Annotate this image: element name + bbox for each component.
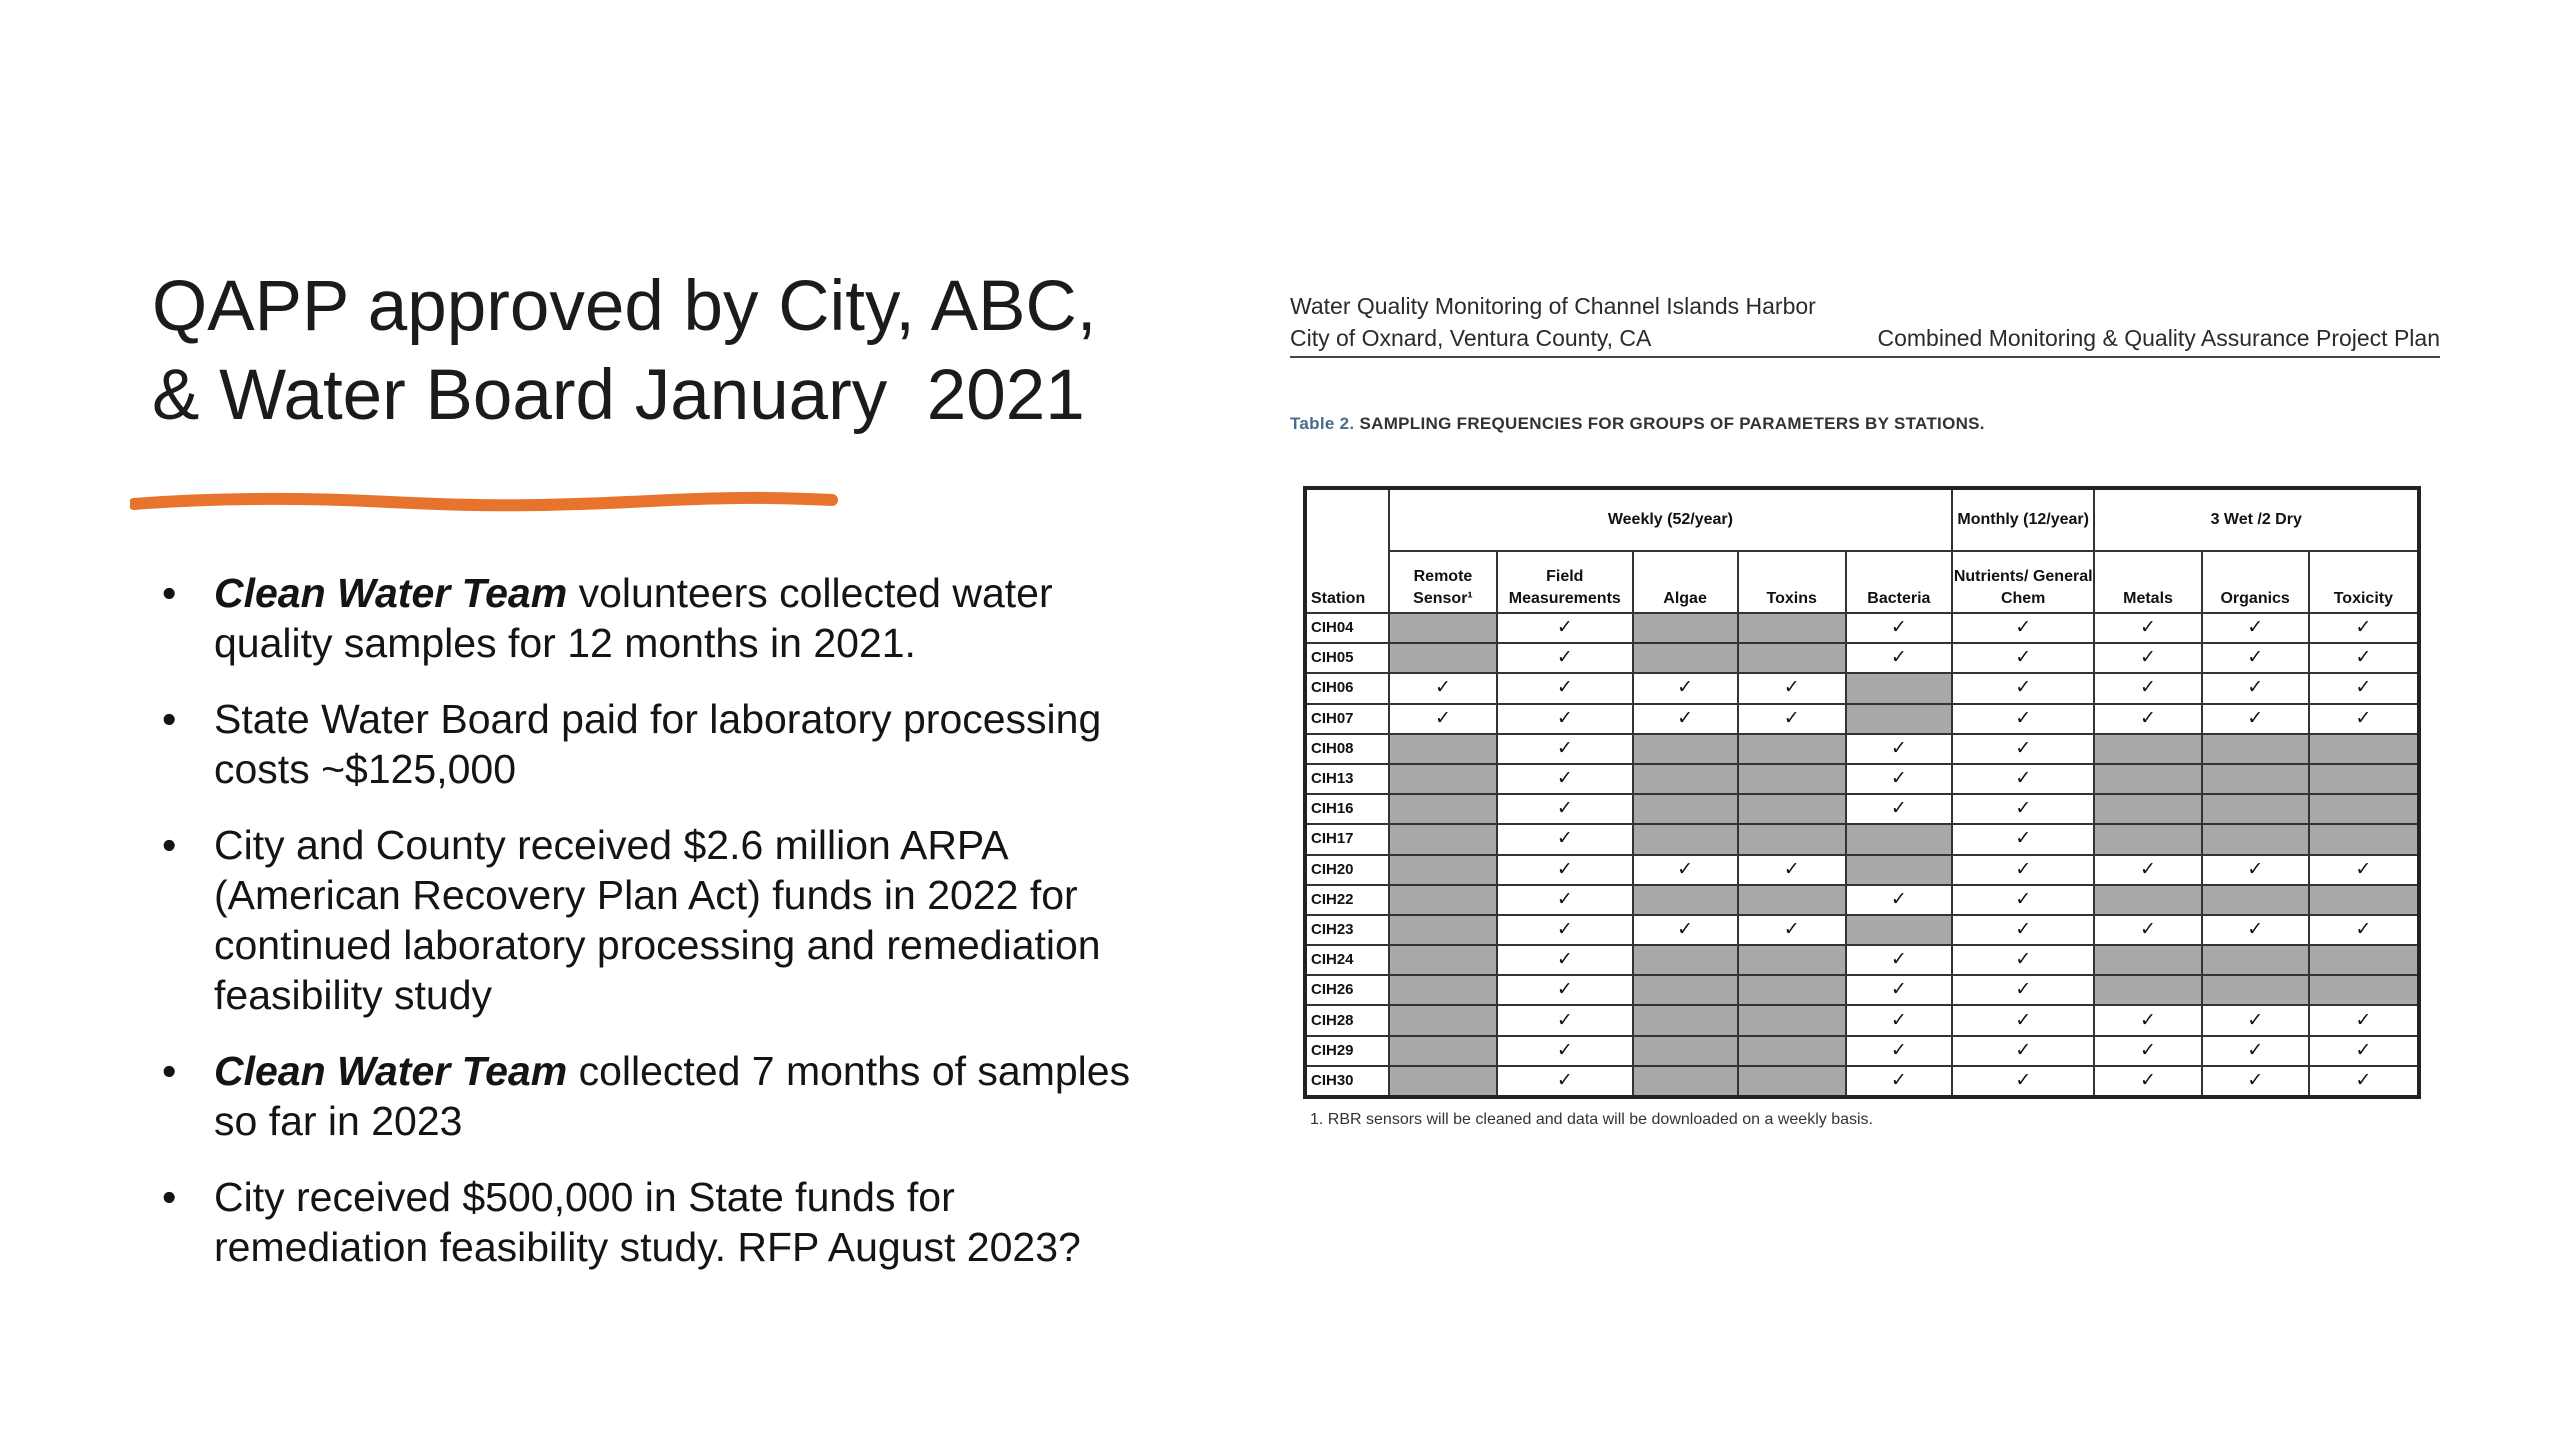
algae-cell-not-sampled: [1633, 975, 1738, 1005]
metals-cell-not-sampled: [2094, 734, 2201, 764]
field-measurements-check-cell: ✓: [1497, 915, 1632, 945]
bacteria-check-cell: ✓: [1846, 975, 1952, 1005]
remote-sensor-cell-not-sampled: [1389, 975, 1497, 1005]
organics-check-cell: ✓: [2202, 643, 2309, 673]
field-measurements-check-cell: ✓: [1497, 945, 1632, 975]
station-cell: CIH16: [1305, 794, 1389, 824]
algae-cell-not-sampled: [1633, 794, 1738, 824]
bacteria-check-cell: ✓: [1846, 764, 1952, 794]
table-row: [1305, 855, 2419, 885]
algae-cell-not-sampled: [1633, 734, 1738, 764]
nutrients-check-cell: ✓: [1952, 673, 2095, 703]
bullet-dot: •: [162, 570, 177, 616]
metals-check-cell: ✓: [2094, 1066, 2201, 1097]
field-measurements-check-cell: ✓: [1497, 673, 1632, 703]
toxicity-check-cell: ✓: [2309, 613, 2419, 643]
organics-cell-not-sampled: [2202, 734, 2309, 764]
metals-cell-not-sampled: [2094, 824, 2201, 854]
bullet-text: volunteers collected water quality samples for 12 months in 2021.: [214, 570, 1053, 666]
metals-check-cell: ✓: [2094, 1036, 2201, 1066]
nutrients-check-cell: ✓: [1952, 945, 2095, 975]
slide-title: [152, 262, 1152, 440]
table-caption-text: SAMPLING FREQUENCIES FOR GROUPS OF PARAMETERS BY STATIONS.: [1359, 414, 1985, 433]
nutrients-check-cell: ✓: [1952, 975, 2095, 1005]
metals-check-cell: ✓: [2094, 643, 2201, 673]
nutrients-check-cell: ✓: [1952, 613, 2095, 643]
bacteria-check-cell: ✓: [1846, 1066, 1952, 1097]
table-caption: [1290, 414, 2440, 434]
doc-header-right: Combined Monitoring & Quality Assurance Project Plan: [1877, 325, 2440, 351]
field-measurements-check-cell: ✓: [1497, 1005, 1632, 1035]
algae-cell-not-sampled: [1633, 613, 1738, 643]
table-row: [1305, 824, 2419, 854]
algae-cell-not-sampled: [1633, 1005, 1738, 1035]
bacteria-cell-not-sampled: [1846, 673, 1952, 703]
organics-check-cell: ✓: [2202, 704, 2309, 734]
organics-cell-not-sampled: [2202, 885, 2309, 915]
remote-sensor-cell-not-sampled: [1389, 764, 1497, 794]
toxins-cell-not-sampled: [1738, 945, 1846, 975]
organics-check-cell: ✓: [2202, 1066, 2309, 1097]
remote-sensor-check-cell: ✓: [1389, 704, 1497, 734]
bacteria-check-cell: ✓: [1846, 794, 1952, 824]
remote-sensor-cell-not-sampled: [1389, 794, 1497, 824]
bullet-text: City and County received $2.6 million ARPA (American Recovery Plan Act) funds in 2022 for continued laboratory processing and remediation feasibility study: [214, 822, 1101, 1018]
group-header-weekly: Weekly (52/year): [1389, 488, 1952, 551]
table-row: [1305, 704, 2419, 734]
station-cell: CIH24: [1305, 945, 1389, 975]
table-body: [1305, 613, 2419, 1097]
station-cell: CIH05: [1305, 643, 1389, 673]
toxicity-check-cell: ✓: [2309, 915, 2419, 945]
bacteria-cell-not-sampled: [1846, 915, 1952, 945]
slide-title-line-2: & Water Board January 2021: [152, 356, 1085, 435]
metals-check-cell: ✓: [2094, 855, 2201, 885]
station-cell: CIH22: [1305, 885, 1389, 915]
remote-sensor-check-cell: ✓: [1389, 673, 1497, 703]
bacteria-check-cell: ✓: [1846, 643, 1952, 673]
col-header-toxins: Toxins: [1738, 551, 1846, 613]
nutrients-check-cell: ✓: [1952, 824, 2095, 854]
table-footnote: 1. RBR sensors will be cleaned and data will be downloaded on a weekly basis.: [1310, 1111, 1873, 1128]
bullet-bold: Clean Water Team: [214, 570, 568, 616]
remote-sensor-cell-not-sampled: [1389, 945, 1497, 975]
station-cell: CIH13: [1305, 764, 1389, 794]
field-measurements-check-cell: ✓: [1497, 1066, 1632, 1097]
table-row: [1305, 794, 2419, 824]
table-row: [1305, 1036, 2419, 1066]
bullet-text: collected 7 months of samples so far in 2023: [214, 1048, 1131, 1144]
bacteria-check-cell: ✓: [1846, 1036, 1952, 1066]
metals-cell-not-sampled: [2094, 975, 2201, 1005]
bullet-dot: •: [162, 1174, 177, 1220]
field-measurements-check-cell: ✓: [1497, 734, 1632, 764]
field-measurements-check-cell: ✓: [1497, 975, 1632, 1005]
bullet-item: [150, 568, 1160, 668]
toxicity-cell-not-sampled: [2309, 824, 2419, 854]
toxicity-check-cell: ✓: [2309, 1005, 2419, 1035]
toxins-check-cell: ✓: [1738, 673, 1846, 703]
algae-cell-not-sampled: [1633, 1066, 1738, 1097]
bullet-dot: •: [162, 696, 177, 742]
organics-cell-not-sampled: [2202, 945, 2309, 975]
table-row: [1305, 673, 2419, 703]
organics-cell-not-sampled: [2202, 975, 2309, 1005]
nutrients-check-cell: ✓: [1952, 764, 2095, 794]
toxicity-cell-not-sampled: [2309, 734, 2419, 764]
bacteria-check-cell: ✓: [1846, 945, 1952, 975]
toxins-cell-not-sampled: [1738, 613, 1846, 643]
nutrients-check-cell: ✓: [1952, 643, 2095, 673]
nutrients-check-cell: ✓: [1952, 885, 2095, 915]
bullet-item: [150, 694, 1160, 794]
nutrients-check-cell: ✓: [1952, 1036, 2095, 1066]
toxicity-cell-not-sampled: [2309, 794, 2419, 824]
table-caption-number: Table 2.: [1290, 414, 1355, 433]
toxins-cell-not-sampled: [1738, 764, 1846, 794]
station-cell: CIH20: [1305, 855, 1389, 885]
accent-brush-stroke: [130, 488, 850, 518]
toxicity-cell-not-sampled: [2309, 885, 2419, 915]
slide-title-line-1: QAPP approved by City, ABC,: [152, 267, 1097, 346]
nutrients-check-cell: ✓: [1952, 704, 2095, 734]
doc-header-title: Water Quality Monitoring of Channel Islands Harbor: [1290, 293, 1816, 319]
bacteria-check-cell: ✓: [1846, 1005, 1952, 1035]
station-cell: CIH08: [1305, 734, 1389, 764]
algae-cell-not-sampled: [1633, 824, 1738, 854]
metals-check-cell: ✓: [2094, 1005, 2201, 1035]
field-measurements-check-cell: ✓: [1497, 704, 1632, 734]
remote-sensor-cell-not-sampled: [1389, 643, 1497, 673]
algae-cell-not-sampled: [1633, 643, 1738, 673]
toxins-cell-not-sampled: [1738, 885, 1846, 915]
toxicity-check-cell: ✓: [2309, 673, 2419, 703]
bullet-item: [150, 1046, 1160, 1146]
nutrients-check-cell: ✓: [1952, 855, 2095, 885]
toxicity-check-cell: ✓: [2309, 643, 2419, 673]
station-cell: CIH28: [1305, 1005, 1389, 1035]
algae-check-cell: ✓: [1633, 915, 1738, 945]
nutrients-check-cell: ✓: [1952, 794, 2095, 824]
organics-check-cell: ✓: [2202, 915, 2309, 945]
metals-check-cell: ✓: [2094, 915, 2201, 945]
col-header-algae: Algae: [1633, 551, 1738, 613]
bacteria-check-cell: ✓: [1846, 734, 1952, 764]
bacteria-cell-not-sampled: [1846, 704, 1952, 734]
metals-cell-not-sampled: [2094, 885, 2201, 915]
table-row: [1305, 1066, 2419, 1097]
metals-check-cell: ✓: [2094, 613, 2201, 643]
organics-cell-not-sampled: [2202, 824, 2309, 854]
bullet-dot: •: [162, 1048, 177, 1094]
station-cell: CIH07: [1305, 704, 1389, 734]
table-row: [1305, 613, 2419, 643]
group-header-wet-dry: 3 Wet /2 Dry: [2094, 488, 2419, 551]
remote-sensor-cell-not-sampled: [1389, 885, 1497, 915]
organics-check-cell: ✓: [2202, 855, 2309, 885]
bacteria-check-cell: ✓: [1846, 613, 1952, 643]
col-header-remote-sensor: Remote Sensor¹: [1389, 551, 1497, 613]
field-measurements-check-cell: ✓: [1497, 824, 1632, 854]
toxins-cell-not-sampled: [1738, 794, 1846, 824]
nutrients-check-cell: ✓: [1952, 734, 2095, 764]
remote-sensor-cell-not-sampled: [1389, 1036, 1497, 1066]
field-measurements-check-cell: ✓: [1497, 1036, 1632, 1066]
station-cell: CIH23: [1305, 915, 1389, 945]
toxins-cell-not-sampled: [1738, 1005, 1846, 1035]
remote-sensor-cell-not-sampled: [1389, 734, 1497, 764]
organics-check-cell: ✓: [2202, 1036, 2309, 1066]
toxicity-cell-not-sampled: [2309, 764, 2419, 794]
table-row: [1305, 1005, 2419, 1035]
table-row: [1305, 945, 2419, 975]
organics-check-cell: ✓: [2202, 613, 2309, 643]
toxicity-check-cell: ✓: [2309, 704, 2419, 734]
metals-cell-not-sampled: [2094, 764, 2201, 794]
algae-check-cell: ✓: [1633, 673, 1738, 703]
toxicity-check-cell: ✓: [2309, 1066, 2419, 1097]
remote-sensor-cell-not-sampled: [1389, 915, 1497, 945]
field-measurements-check-cell: ✓: [1497, 643, 1632, 673]
field-measurements-check-cell: ✓: [1497, 885, 1632, 915]
toxins-cell-not-sampled: [1738, 1036, 1846, 1066]
toxicity-cell-not-sampled: [2309, 975, 2419, 1005]
metals-check-cell: ✓: [2094, 704, 2201, 734]
toxicity-cell-not-sampled: [2309, 945, 2419, 975]
toxins-check-cell: ✓: [1738, 915, 1846, 945]
col-header-bacteria: Bacteria: [1846, 551, 1952, 613]
bullet-dot: •: [162, 822, 177, 868]
algae-cell-not-sampled: [1633, 764, 1738, 794]
col-header-metals: Metals: [2094, 551, 2201, 613]
bullet-text: City received $500,000 in State funds for remediation feasibility study. RFP August 2023?: [214, 1174, 1081, 1270]
nutrients-check-cell: ✓: [1952, 915, 2095, 945]
toxicity-check-cell: ✓: [2309, 855, 2419, 885]
station-cell: CIH17: [1305, 824, 1389, 854]
station-cell: CIH06: [1305, 673, 1389, 703]
organics-check-cell: ✓: [2202, 673, 2309, 703]
col-header-nutrients: Nutrients/ General Chem: [1952, 551, 2095, 613]
nutrients-check-cell: ✓: [1952, 1066, 2095, 1097]
table-row: [1305, 975, 2419, 1005]
sampling-frequency-table: [1303, 486, 2421, 1099]
field-measurements-check-cell: ✓: [1497, 855, 1632, 885]
organics-cell-not-sampled: [2202, 764, 2309, 794]
table-row: [1305, 643, 2419, 673]
remote-sensor-cell-not-sampled: [1389, 855, 1497, 885]
doc-header-row: [1290, 322, 2440, 358]
col-header-organics: Organics: [2202, 551, 2309, 613]
remote-sensor-cell-not-sampled: [1389, 1005, 1497, 1035]
algae-check-cell: ✓: [1633, 704, 1738, 734]
toxins-cell-not-sampled: [1738, 1066, 1846, 1097]
bullet-item: [150, 820, 1160, 1020]
remote-sensor-cell-not-sampled: [1389, 1066, 1497, 1097]
toxins-cell-not-sampled: [1738, 824, 1846, 854]
bullet-bold: Clean Water Team: [214, 1048, 568, 1094]
nutrients-check-cell: ✓: [1952, 1005, 2095, 1035]
station-header-spacer: [1305, 488, 1389, 551]
toxins-check-cell: ✓: [1738, 855, 1846, 885]
col-header-station: Station: [1305, 551, 1389, 613]
algae-cell-not-sampled: [1633, 885, 1738, 915]
bacteria-cell-not-sampled: [1846, 855, 1952, 885]
bullet-item: [150, 1172, 1160, 1272]
remote-sensor-cell-not-sampled: [1389, 613, 1497, 643]
station-cell: CIH30: [1305, 1066, 1389, 1097]
table-row: [1305, 915, 2419, 945]
document-excerpt: [1290, 290, 2440, 434]
organics-cell-not-sampled: [2202, 794, 2309, 824]
toxins-cell-not-sampled: [1738, 643, 1846, 673]
field-measurements-check-cell: ✓: [1497, 613, 1632, 643]
remote-sensor-cell-not-sampled: [1389, 824, 1497, 854]
bacteria-check-cell: ✓: [1846, 885, 1952, 915]
organics-check-cell: ✓: [2202, 1005, 2309, 1035]
toxins-cell-not-sampled: [1738, 734, 1846, 764]
bullet-text: State Water Board paid for laboratory processing costs ~$125,000: [214, 696, 1102, 792]
metals-cell-not-sampled: [2094, 794, 2201, 824]
field-measurements-check-cell: ✓: [1497, 764, 1632, 794]
bacteria-cell-not-sampled: [1846, 824, 1952, 854]
table-row: [1305, 885, 2419, 915]
station-cell: CIH04: [1305, 613, 1389, 643]
col-header-toxicity: Toxicity: [2309, 551, 2419, 613]
table-row: [1305, 764, 2419, 794]
col-header-field-measurements: Field Measurements: [1497, 551, 1632, 613]
table-row: [1305, 734, 2419, 764]
doc-header-left: City of Oxnard, Ventura County, CA: [1290, 325, 1652, 351]
toxins-check-cell: ✓: [1738, 704, 1846, 734]
algae-cell-not-sampled: [1633, 945, 1738, 975]
toxicity-check-cell: ✓: [2309, 1036, 2419, 1066]
bullet-list: [150, 568, 1160, 1298]
station-cell: CIH29: [1305, 1036, 1389, 1066]
algae-cell-not-sampled: [1633, 1036, 1738, 1066]
metals-check-cell: ✓: [2094, 673, 2201, 703]
group-header-monthly: Monthly (12/year): [1952, 488, 2095, 551]
station-cell: CIH26: [1305, 975, 1389, 1005]
algae-check-cell: ✓: [1633, 855, 1738, 885]
toxins-cell-not-sampled: [1738, 975, 1846, 1005]
metals-cell-not-sampled: [2094, 945, 2201, 975]
field-measurements-check-cell: ✓: [1497, 794, 1632, 824]
